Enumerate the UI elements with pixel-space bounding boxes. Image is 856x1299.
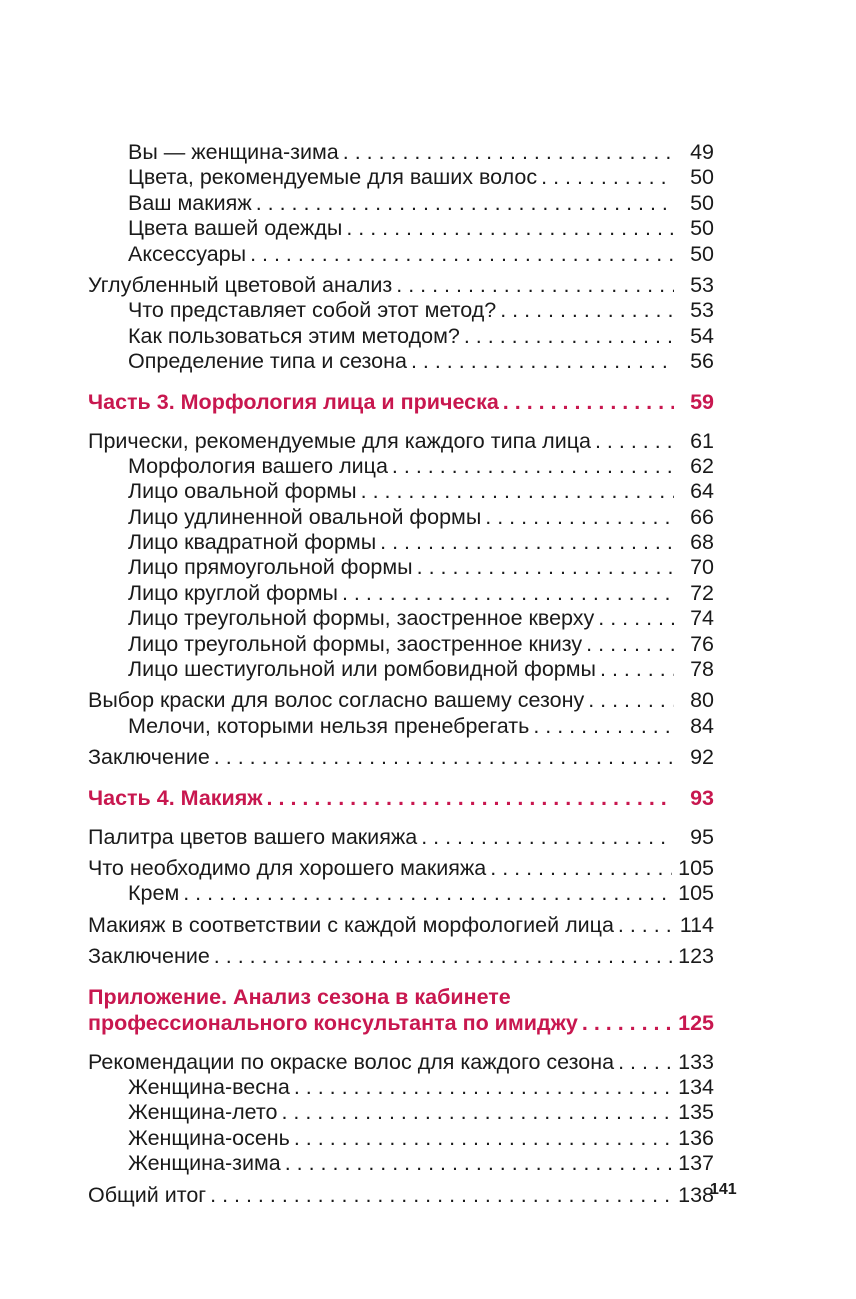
toc-entry-page: 123 (678, 944, 714, 969)
toc-entry-page: 66 (690, 504, 714, 529)
dot-leader (281, 1100, 672, 1125)
dot-leader (346, 216, 674, 241)
toc-entry-title: Рекомендации по окраске волос для каждого сезона (88, 1049, 615, 1074)
toc-section-entry[interactable] (88, 881, 714, 906)
toc-entry-title: Часть 3. Морфология лица и прическа (88, 389, 499, 414)
toc-section-entry[interactable] (88, 140, 714, 165)
toc-entry-page: 68 (690, 530, 714, 555)
toc-entry-page: 70 (690, 555, 714, 580)
toc-entry-title: Определение типа и сезона (128, 349, 407, 374)
page-number: 141 (710, 1181, 737, 1198)
toc-section-entry[interactable] (88, 479, 714, 504)
toc-entry-page: 92 (690, 745, 714, 770)
dot-leader (294, 1075, 672, 1100)
toc-section-entry[interactable] (88, 555, 714, 580)
toc-entry-title: Лицо удлиненной овальной формы (128, 504, 482, 529)
toc-section-entry[interactable] (88, 324, 714, 349)
toc-entry-title: Лицо прямоугольной формы (128, 555, 413, 580)
toc-entry-title: Женщина-зима (128, 1151, 281, 1176)
dot-leader (214, 745, 674, 770)
toc-chapter-entry[interactable] (88, 944, 714, 969)
toc-entry-title: Часть 4. Макияж (88, 785, 263, 810)
toc-entry-title: Женщина-весна (128, 1074, 290, 1099)
toc-entry-page: 56 (690, 349, 714, 374)
toc-entry-page: 80 (690, 688, 714, 713)
dot-leader (361, 479, 674, 504)
toc-entry-page: 61 (690, 428, 714, 453)
toc-entry-page: 137 (678, 1151, 714, 1176)
toc-entry-page: 50 (690, 216, 714, 241)
dot-leader (503, 389, 674, 415)
toc-entry-page: 72 (690, 580, 714, 605)
toc-entry-page: 53 (690, 298, 714, 323)
toc-part-entry[interactable] (88, 389, 714, 415)
toc-entry-title: Общий итог (88, 1182, 207, 1207)
dot-leader (285, 1151, 672, 1176)
toc-entry-page: 105 (678, 855, 714, 880)
toc-section-entry[interactable] (88, 1126, 714, 1151)
toc-entry-page: 50 (690, 190, 714, 215)
toc-entry-title: Цвета, рекомендуемые для ваших волос (128, 165, 538, 190)
dot-leader (586, 632, 674, 657)
toc-entry-page: 59 (690, 389, 714, 414)
dot-leader (343, 140, 674, 165)
toc-section-entry[interactable] (88, 530, 714, 555)
toc-entry-title: Макияж в соответствии с каждой морфологией лица (88, 912, 614, 937)
toc-entry-page: 50 (690, 241, 714, 266)
toc-entry-page: 105 (678, 881, 714, 906)
toc-entry-page: 93 (690, 785, 714, 810)
toc-section-entry[interactable] (88, 165, 714, 190)
dot-leader (411, 349, 674, 374)
toc-entry-title: Крем (128, 881, 180, 906)
toc-entry-page: 54 (690, 323, 714, 348)
toc-entry-page: 138 (678, 1182, 714, 1207)
toc-entry-title: Выбор краски для волос согласно вашему сезону (88, 688, 585, 713)
toc-entry-title: Мелочи, которыми нельзя пренебрегать (128, 713, 530, 738)
toc-entry-title: Лицо квадратной формы (128, 530, 377, 555)
dot-leader (210, 1183, 672, 1208)
toc-entry-title: Заключение (88, 944, 210, 969)
dot-leader (533, 714, 674, 739)
toc-entry-title: Углубленный цветовой анализ (88, 272, 393, 297)
toc-part-title-line: Приложение. Анализ сезона в кабинете (88, 984, 511, 1009)
toc-chapter-entry[interactable] (88, 1050, 714, 1075)
table-of-contents (88, 140, 714, 1208)
dot-leader (595, 429, 674, 454)
toc-entry-page: 125 (678, 1010, 714, 1035)
dot-leader (396, 273, 674, 298)
toc-section-entry[interactable] (88, 1075, 714, 1100)
dot-leader (380, 530, 674, 555)
toc-entry-page: 49 (690, 140, 714, 164)
dot-leader (294, 1126, 672, 1151)
toc-chapter-entry[interactable] (88, 429, 714, 454)
toc-entry-page: 134 (678, 1074, 714, 1099)
dot-leader (214, 944, 672, 969)
toc-entry-title: Заключение (88, 745, 210, 770)
dot-leader (598, 606, 674, 631)
toc-entry-page: 133 (678, 1049, 714, 1074)
toc-section-entry[interactable] (88, 1151, 714, 1176)
toc-part-entry[interactable] (88, 1010, 714, 1036)
toc-entry-page: 64 (690, 479, 714, 504)
dot-leader (618, 1050, 672, 1075)
toc-entry-page: 78 (690, 657, 714, 682)
toc-section-entry[interactable] (88, 454, 714, 479)
toc-entry-title: Что необходимо для хорошего макияжа (88, 855, 487, 880)
toc-section-entry[interactable] (88, 216, 714, 241)
toc-section-entry[interactable] (88, 242, 714, 267)
toc-section-entry[interactable] (88, 191, 714, 216)
dot-leader (588, 688, 674, 713)
toc-entry-page: 74 (690, 606, 714, 631)
toc-entry-title: Ваш макияж (128, 190, 252, 215)
toc-chapter-entry[interactable] (88, 1183, 714, 1208)
toc-chapter-entry[interactable] (88, 825, 714, 850)
toc-entry-title: Прически, рекомендуемые для каждого типа лица (88, 428, 591, 453)
toc-entry-title: Палитра цветов вашего макияжа (88, 824, 418, 849)
toc-section-entry[interactable] (88, 606, 714, 631)
dot-leader (541, 165, 674, 190)
toc-section-entry[interactable] (88, 505, 714, 530)
toc-entry-title: Лицо треугольной формы, заостренное книзу (128, 631, 583, 656)
toc-entry-page: 76 (690, 631, 714, 656)
toc-entry-title: Лицо треугольной формы, заостренное кверху (128, 606, 595, 631)
toc-entry-page: 136 (678, 1125, 714, 1150)
toc-entry-title: Что представляет собой этот метод? (128, 298, 497, 323)
toc-section-entry[interactable] (88, 632, 714, 657)
toc-entry-page: 53 (690, 272, 714, 297)
toc-chapter-entry[interactable] (88, 688, 714, 713)
dot-leader (267, 785, 674, 811)
toc-entry-page: 95 (690, 824, 714, 849)
dot-leader (600, 657, 674, 682)
dot-leader (421, 825, 674, 850)
dot-leader (417, 555, 674, 580)
toc-entry-title: Морфология вашего лица (128, 453, 388, 478)
dot-leader (485, 505, 674, 530)
dot-leader (618, 913, 674, 938)
dot-leader (342, 581, 674, 606)
toc-entry-title: Женщина-лето (128, 1100, 278, 1125)
dot-leader (490, 856, 672, 881)
toc-entry-page: 114 (679, 912, 714, 937)
toc-section-entry[interactable] (88, 1100, 714, 1125)
dot-leader (250, 242, 674, 267)
toc-entry-page: 135 (678, 1100, 714, 1125)
toc-chapter-entry[interactable] (88, 856, 714, 881)
toc-entry-title: Вы — женщина-зима (128, 140, 339, 164)
dot-leader (183, 881, 672, 906)
dot-leader (464, 324, 674, 349)
toc-entry-title: Как пользоваться этим методом? (128, 323, 460, 348)
toc-entry-title: профессионального консультанта по имиджу (88, 1010, 578, 1035)
toc-section-entry[interactable] (88, 581, 714, 606)
toc-chapter-entry[interactable] (88, 273, 714, 298)
dot-leader (392, 454, 674, 479)
toc-entry-page: 62 (690, 453, 714, 478)
toc-section-entry[interactable] (88, 349, 714, 374)
toc-section-entry[interactable] (88, 657, 714, 682)
toc-entry-title: Аксессуары (128, 241, 247, 266)
toc-entry-page: 50 (690, 165, 714, 190)
toc-entry-page: 84 (690, 713, 714, 738)
toc-entry-title: Лицо овальной формы (128, 479, 357, 504)
toc-entry-title: Цвета вашей одежды (128, 216, 343, 241)
toc-entry-title: Лицо круглой формы (128, 580, 338, 605)
toc-part-entry[interactable] (88, 785, 714, 811)
toc-section-entry[interactable] (88, 298, 714, 323)
toc-chapter-entry[interactable] (88, 745, 714, 770)
toc-entry-title: Лицо шестиугольной или ромбовидной формы (128, 657, 596, 682)
toc-chapter-entry[interactable] (88, 913, 714, 938)
dot-leader (582, 1010, 672, 1036)
toc-section-entry[interactable] (88, 714, 714, 739)
toc-entry-title: Женщина-осень (128, 1125, 290, 1150)
dot-leader (500, 298, 674, 323)
dot-leader (256, 191, 674, 216)
